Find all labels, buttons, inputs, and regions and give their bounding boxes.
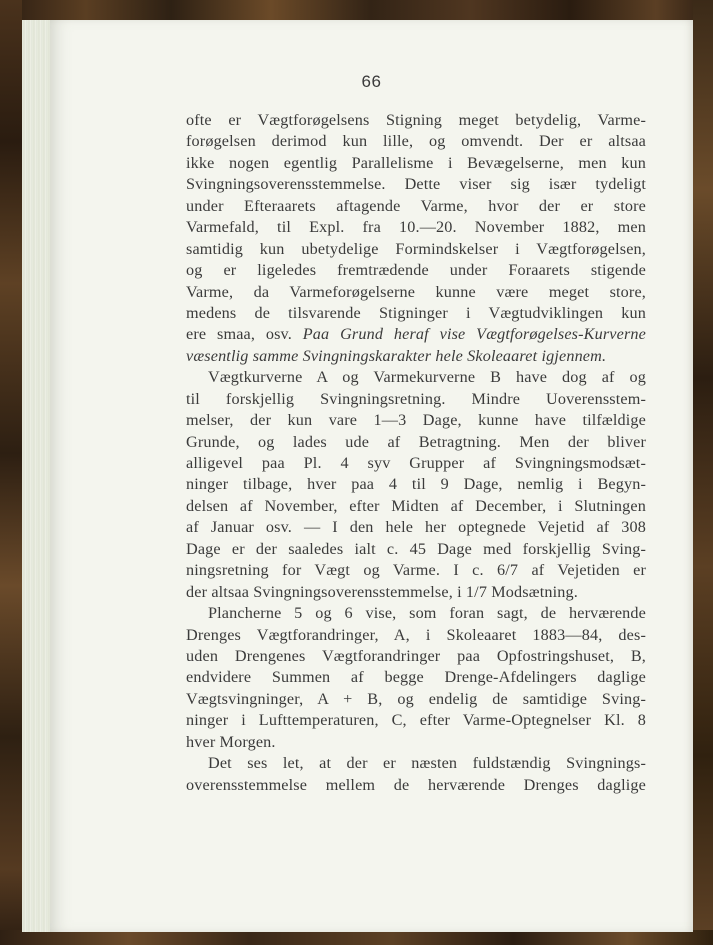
body-text [186,110,646,796]
text-line: der altsaa Svingningsoverensstemmelse, i 1/7 Modsætning. [186,582,578,601]
text-line: overensstemmelse mellem de herværende Drenges daglige [186,775,646,794]
book-cover-top-edge [0,0,713,22]
text-line: ofte er Vægtforøgelsens Stigning meget betydelig, Varme- [186,111,646,129]
page-stack-edge [22,20,51,932]
text-line-indent: Vægtkurverne A og Varmekurverne B have dog af og [208,368,646,387]
page-number: 66 [361,72,382,91]
text-line: Vægtsvingninger, A + B, og endelig de samtidige Sving- [186,689,646,708]
italic-span: Paa Grund heraf vise Vægtforøgelses-Kurverne [302,325,646,344]
text-line: og er ligeledes fremtrædende under Foraarets stigende [186,261,646,280]
book-cover-left-edge [0,0,22,945]
text-line: Dage er der saaledes ialt c. 45 Dage med forskjellig Sving- [186,539,646,558]
text-line: ningsretning for Vægt og Varme. I c. 6/7 af Vejetiden er [186,561,646,580]
text-line: samtidig kun ubetydelige Formindskelser i Vægtforøgelsen, [186,239,646,258]
text-line: forøgelsen derimod kun lille, og omvendt. Der er altsaa [186,132,646,151]
text-line: under Efteraarets aftagende Varme, hvor der er store [186,196,646,215]
text-line: melser, der kun vare 1—3 Dage, kunne have tilfældige [186,411,646,430]
text-line: endvidere Summen af begge Drenge-Afdelingers daglige [186,668,646,687]
text-line: Svingningsoverensstemmelse. Dette viser sig især tydeligt [186,175,646,194]
text-line: delsen af November, efter Midten af December, i Slutningen [186,496,646,515]
book-cover-bottom-edge [0,930,713,945]
text-line: Varmefald, til Expl. fra 10.—20. November 1882, men [186,218,646,237]
text-span: ere smaa, osv. [186,325,303,344]
text-line: medens de tilsvarende Stigninger i Vægtudviklingen kun [186,303,646,322]
text-line: Varme, da Varmeforøgelserne kunne være meget store, [186,282,646,301]
text-line-mixed [186,324,646,345]
text-line: ikke nogen egentlig Parallelisme i Bevægelserne, men kun [186,153,646,172]
text-line: ninger i Lufttemperaturen, C, efter Varme-Optegnelser Kl. 8 [186,711,646,730]
book-cover-right-edge [693,0,713,945]
text-line: Drenges Vægtforandringer, A, i Skoleaaret 1883—84, des- [186,625,646,644]
text-line: af Januar osv. — I den hele her optegnede Vejetid af 308 [186,518,646,537]
text-line: til forskjellig Svingningsretning. Mindre Uoverensstem- [186,389,646,408]
text-line-italic: væsentlig samme Svingningskarakter hele Skoleaaret igjennem. [186,346,607,365]
text-line: alligevel paa Pl. 4 syv Grupper af Svingningsmodsæt- [186,454,646,472]
text-line: Grunde, og lades ude af Betragtning. Men der bliver [186,432,646,451]
text-line-indent: Plancherne 5 og 6 vise, som foran sagt, de herværende [208,604,646,623]
text-line: uden Drengenes Vægtforandringer paa Opfostringshuset, B, [186,646,646,665]
text-line: hver Morgen. [186,732,276,751]
text-line-indent: Det ses let, at der er næsten fuldstændig Svingnings- [208,754,646,773]
text-line: ninger tilbage, hver paa 4 til 9 Dage, nemlig i Begyn- [186,475,646,494]
